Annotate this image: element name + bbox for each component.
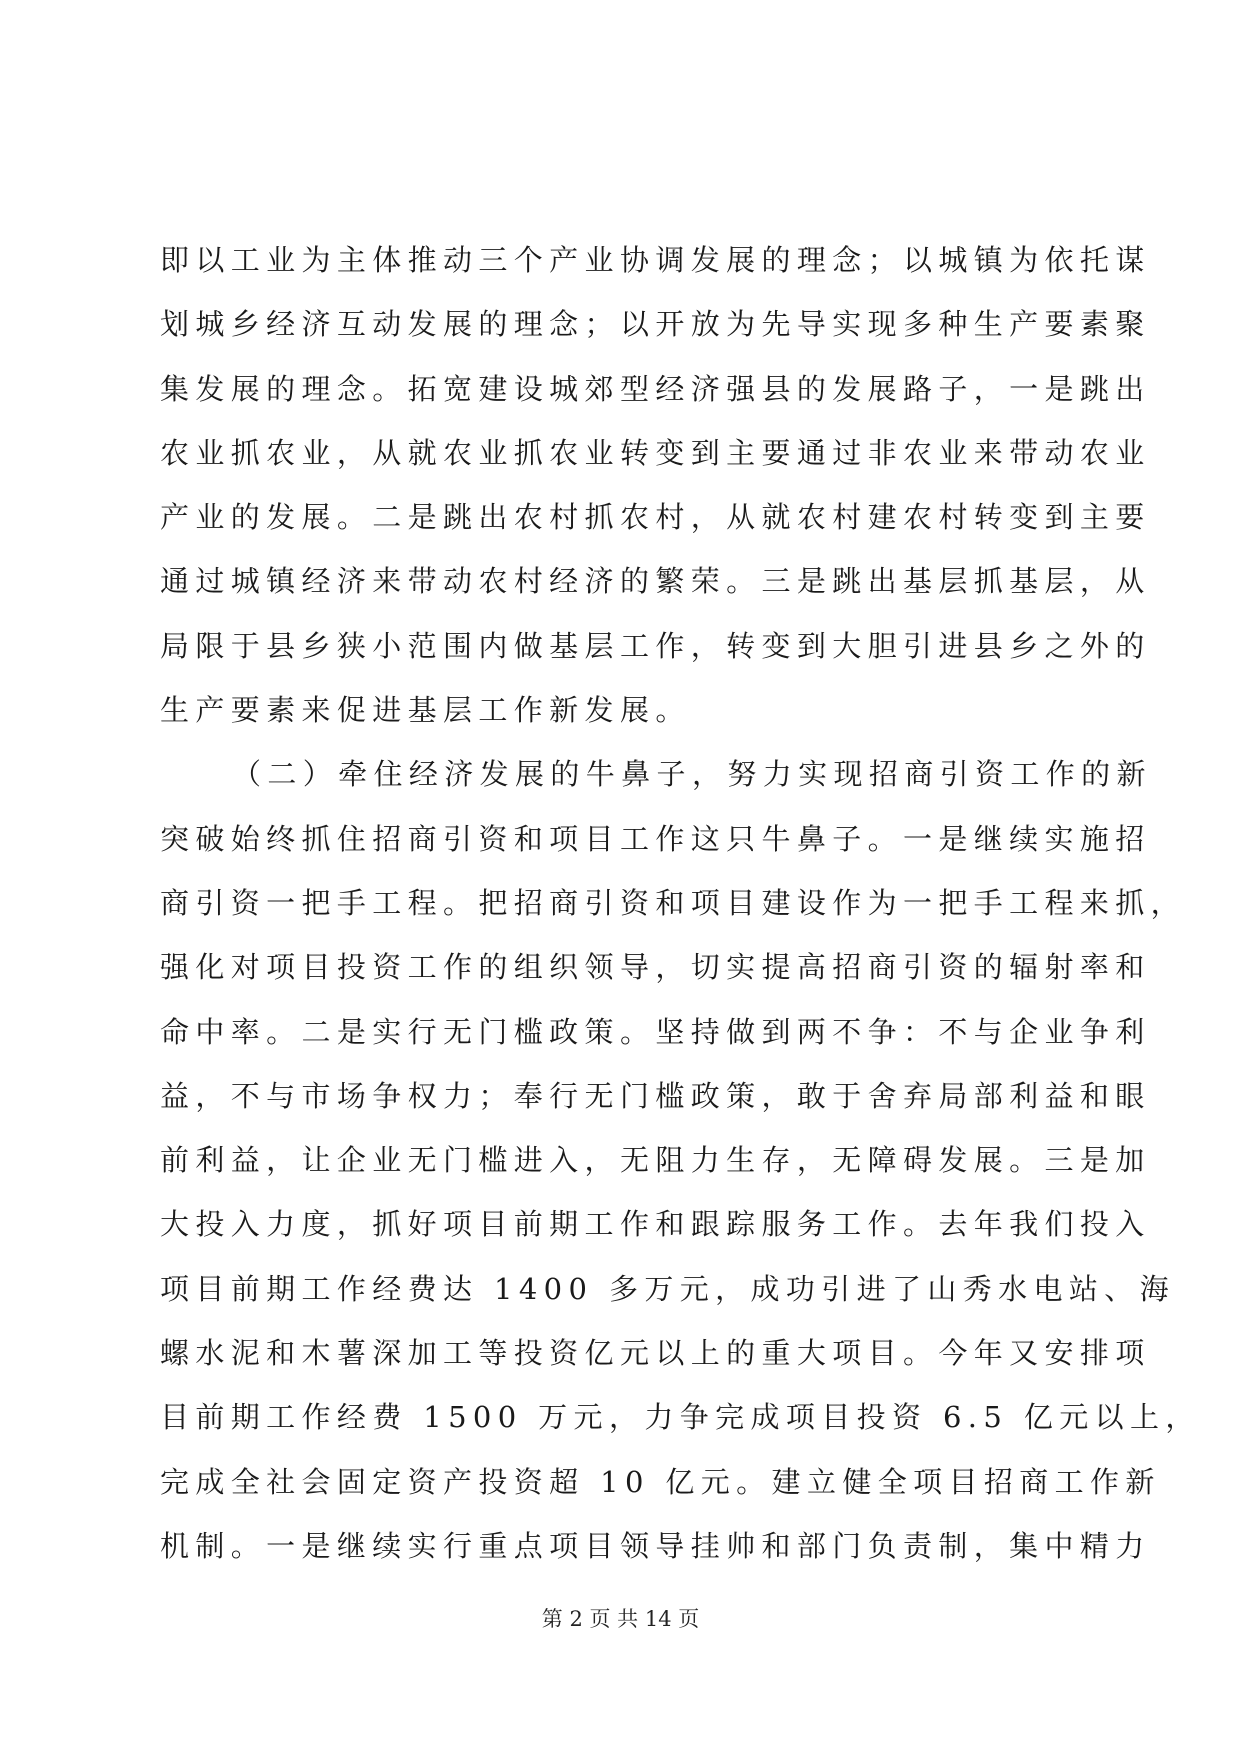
text-line: 前利益，让企业无门槛进入，无阻力生存，无障碍发展。三是加: [160, 1143, 1151, 1178]
text-line: 目前期工作经费 1500 万元，力争完成项目投资 6.5 亿元以上，: [160, 1400, 1201, 1435]
text-line: 局限于县乡狭小范围内做基层工作，转变到大胆引进县乡之外的: [160, 628, 1151, 663]
body-text: [160, 228, 1201, 1578]
text-line: 即以工业为主体推动三个产业协调发展的理念；以城镇为依托谋: [160, 243, 1151, 277]
page-number-footer: 第 2 页 共 14 页: [541, 1607, 700, 1631]
text-line: 命中率。二是实行无门槛政策。坚持做到两不争：不与企业争利: [160, 1014, 1151, 1049]
text-line: 强化对项目投资工作的组织领导，切实提高招商引资的辐射率和: [160, 950, 1151, 985]
text-line: 商引资一把手工程。把招商引资和项目建设作为一把手工程来抓，: [160, 885, 1187, 920]
text-line: 产业的发展。二是跳出农村抓农村，从就农村建农村转变到主要: [160, 500, 1151, 535]
text-line: 益，不与市场争权力；奉行无门槛政策，敢于舍弃局部利益和眼: [160, 1078, 1151, 1113]
text-line: 项目前期工作经费达 1400 多万元，成功引进了山秀水电站、海: [160, 1271, 1176, 1306]
text-line: 完成全社会固定资产投资超 10 亿元。建立健全项目招商工作新: [160, 1464, 1161, 1499]
text-line: 集发展的理念。拓宽建设城郊型经济强县的发展路子，一是跳出: [160, 371, 1151, 406]
text-line: 农业抓农业，从就农业抓农业转变到主要通过非农业来带动农业: [160, 435, 1151, 470]
text-line: 机制。一是继续实行重点项目领导挂帅和部门负责制，集中精力: [160, 1528, 1151, 1563]
text-line: 划城乡经济互动发展的理念；以开放为先导实现多种生产要素聚: [160, 307, 1151, 342]
text-line: 生产要素来促进基层工作新发展。: [160, 693, 691, 728]
text-line: 通过城镇经济来带动农村经济的繁荣。三是跳出基层抓基层，从: [160, 564, 1151, 599]
text-line: 螺水泥和木薯深加工等投资亿元以上的重大项目。今年又安排项: [160, 1336, 1151, 1371]
text-line: 突破始终抓住招商引资和项目工作这只牛鼻子。一是继续实施招: [160, 821, 1151, 856]
section-heading-line: （二）牵住经济发展的牛鼻子，努力实现招商引资工作的新: [232, 757, 1152, 792]
text-line: 大投入力度，抓好项目前期工作和跟踪服务工作。去年我们投入: [160, 1207, 1151, 1242]
